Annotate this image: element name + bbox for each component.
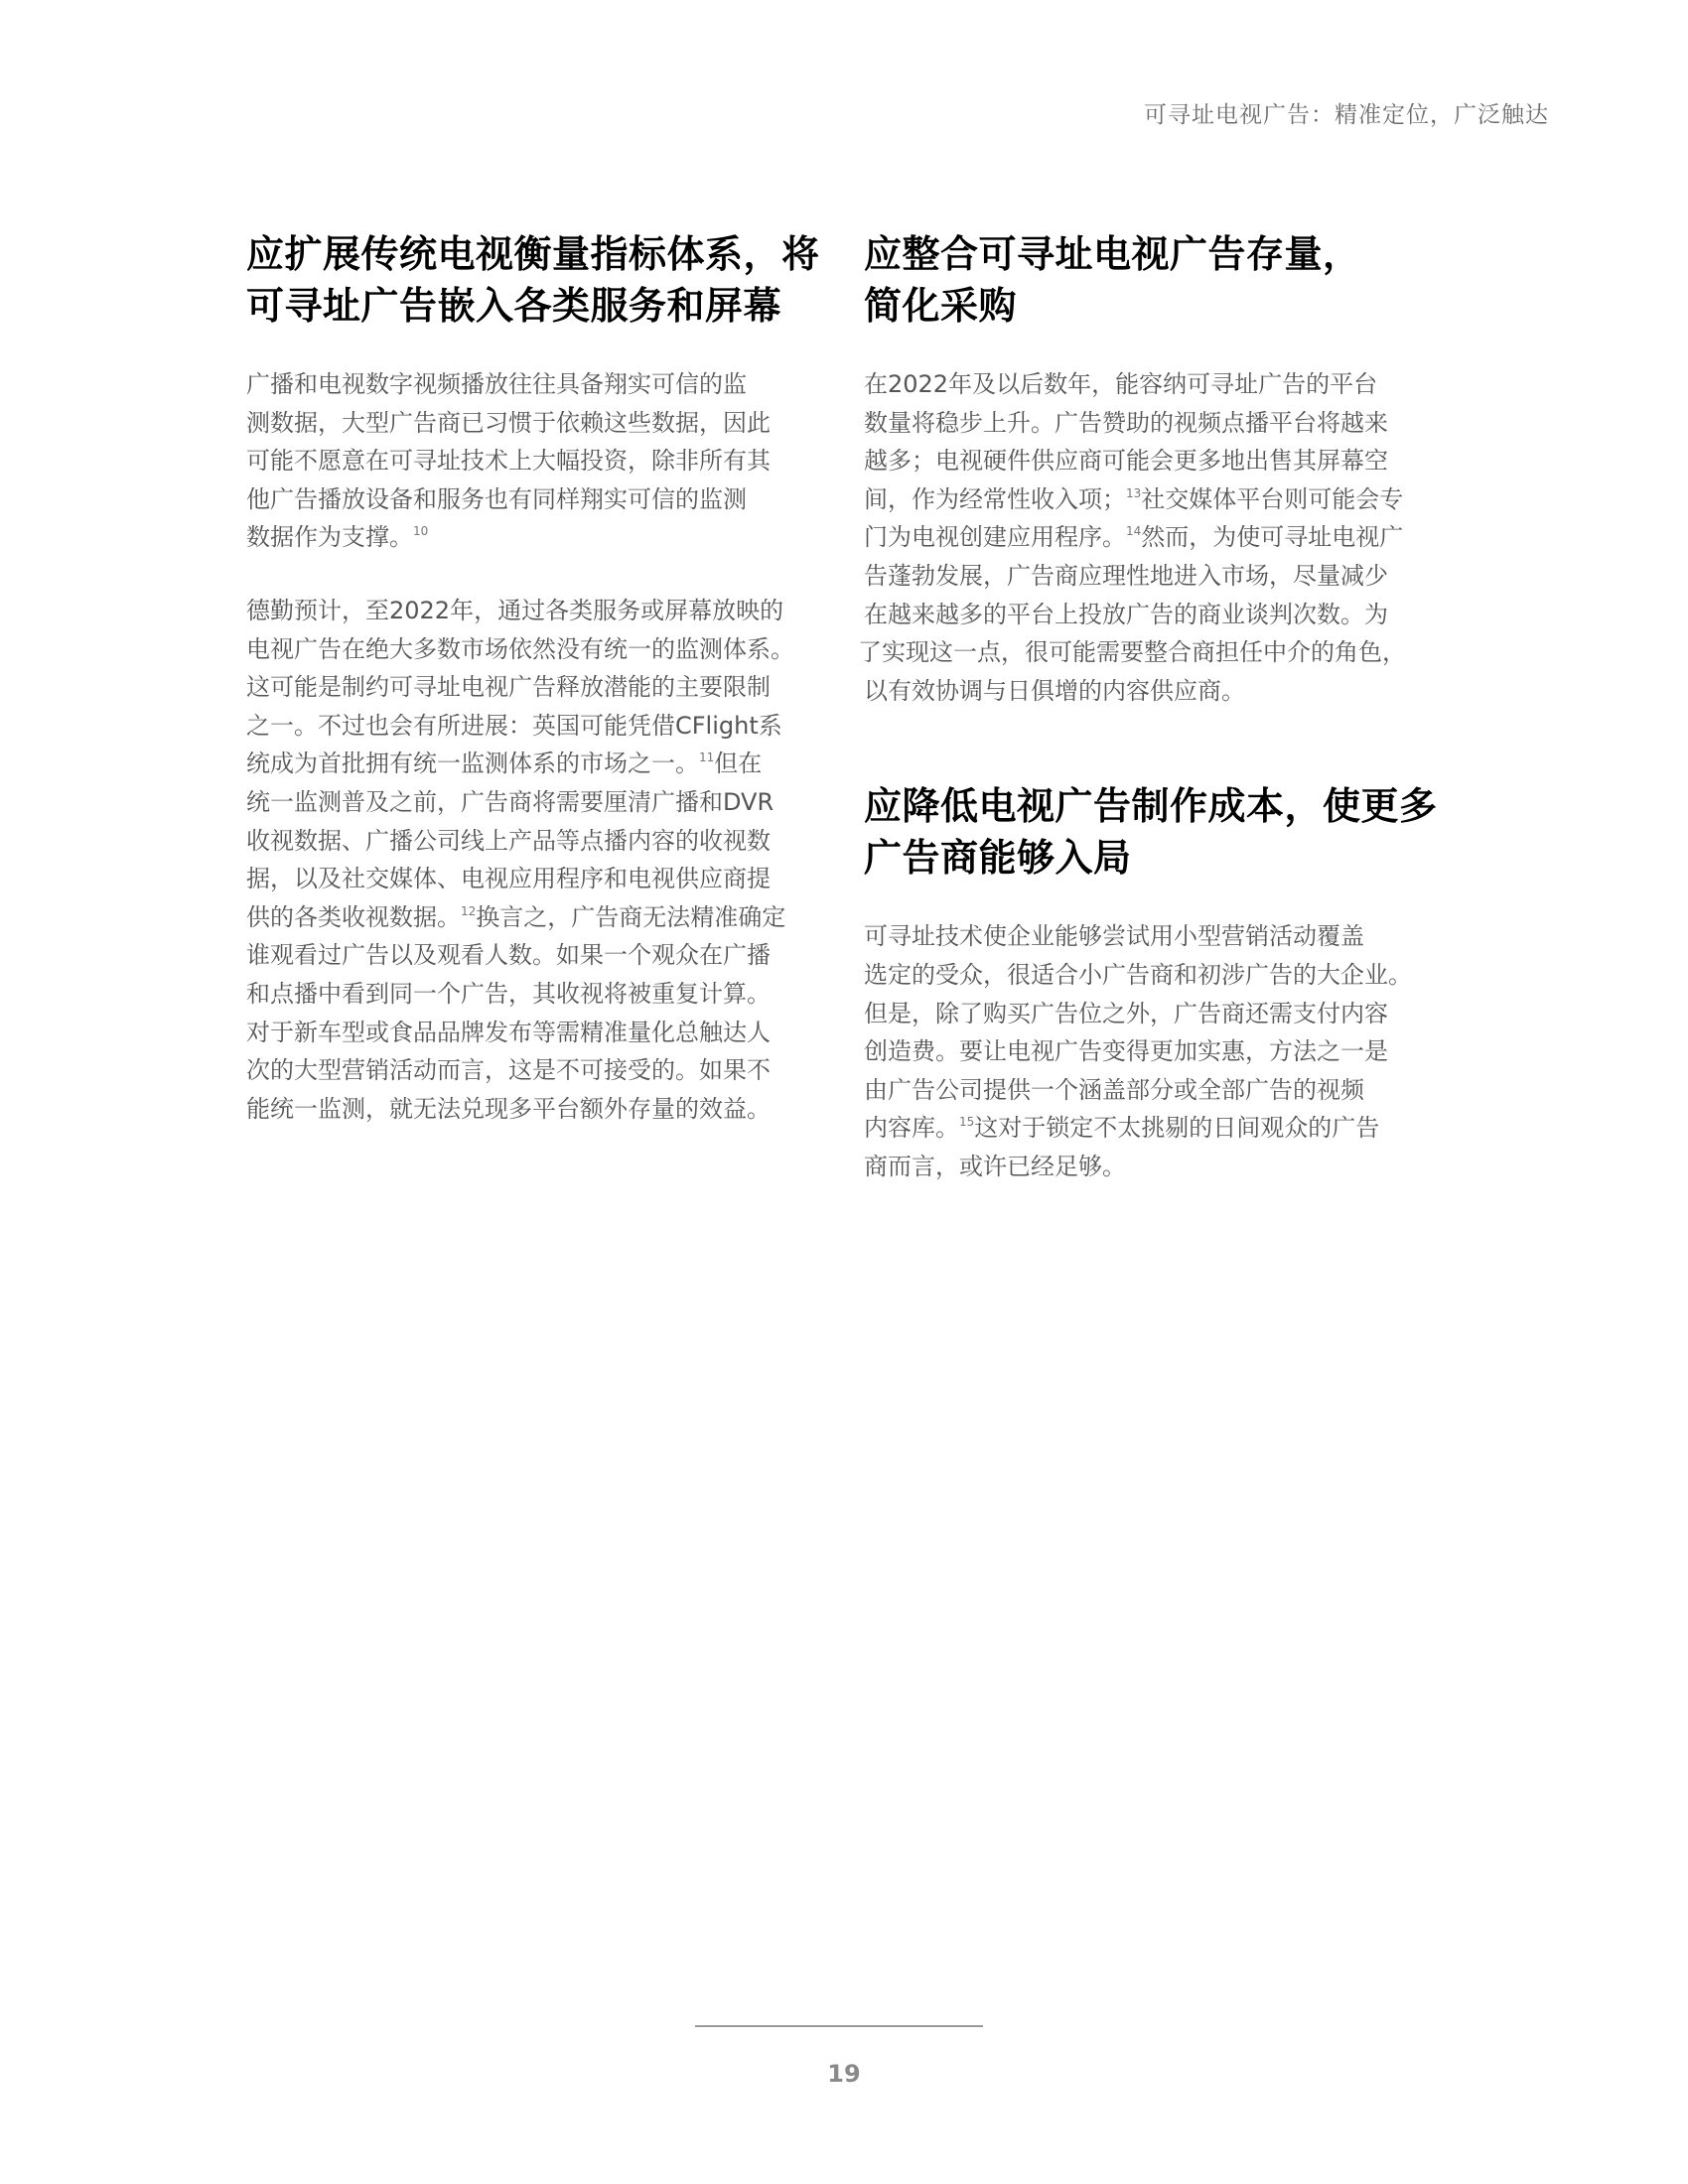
text-line: 可寻址技术使企业能够尝试用小型营销活动覆盖 bbox=[864, 922, 1364, 951]
text-line: 统一监测普及之前，广告商将需要厘清广播和DVR bbox=[246, 787, 774, 816]
section-gap bbox=[864, 745, 1440, 780]
paragraph bbox=[864, 917, 1440, 1185]
text-line: 这可能是制约可寻址电视广告释放潜能的主要限制 bbox=[246, 673, 771, 702]
text-fragment: 供的各类收视数据。 bbox=[246, 902, 461, 931]
text-line: 测数据，大型广告商已习惯于依赖这些数据，因此 bbox=[246, 408, 771, 437]
text-fragment: 然而，为使可寻址电视广 bbox=[1141, 523, 1404, 552]
text-fragment: 间，作为经常性收入项； bbox=[864, 484, 1126, 513]
heading-line: 应扩展传统电视衡量指标体系，将 bbox=[246, 232, 820, 276]
text-line: 他广告播放设备和服务也有同样翔实可信的监测 bbox=[246, 484, 747, 513]
paragraph bbox=[246, 592, 822, 1128]
text-line bbox=[864, 518, 1440, 557]
text-line: 以有效协调与日俱增的内容供应商。 bbox=[864, 676, 1245, 705]
text-fragment: 内容库。 bbox=[864, 1114, 959, 1143]
footer-divider bbox=[695, 2025, 983, 2027]
text-fragment: 换言之，广告商无法精准确定 bbox=[476, 902, 786, 931]
section-heading-production-cost bbox=[864, 780, 1440, 884]
text-line: 和点播中看到同一个广告，其收视将被重复计算。 bbox=[246, 979, 771, 1008]
text-line: 德勤预计，至2022年，通过各类服务或屏幕放映的 bbox=[246, 596, 784, 624]
text-line: 选定的受众，很适合小广告商和初涉广告的大企业。 bbox=[864, 960, 1412, 989]
text-line: 创造费。要让电视广告变得更加实惠，方法之一是 bbox=[864, 1037, 1388, 1066]
footnote-ref: 15 bbox=[959, 1115, 975, 1130]
paragraph bbox=[858, 365, 1440, 710]
text-line: 之一。不过也会有所进展：英国可能凭借CFlight系 bbox=[246, 711, 782, 740]
text-line: 由广告公司提供一个涵盖部分或全部广告的视频 bbox=[864, 1075, 1364, 1104]
text-line: 电视广告在绝大多数市场依然没有统一的监测体系。 bbox=[246, 634, 794, 663]
text-fragment: 门为电视创建应用程序。 bbox=[864, 523, 1126, 552]
text-line: 次的大型营销活动而言，这是不可接受的。如果不 bbox=[246, 1056, 771, 1085]
text-fragment: 这对于锁定不太挑剔的日间观众的广告 bbox=[974, 1114, 1380, 1143]
left-column bbox=[246, 228, 822, 1162]
section-heading-measurement bbox=[246, 228, 822, 332]
footnote-ref: 14 bbox=[1126, 524, 1142, 539]
text-line: 收视数据、广播公司线上产品等点播内容的收视数 bbox=[246, 826, 771, 855]
heading-line: 应降低电视广告制作成本，使更多 bbox=[864, 784, 1438, 829]
paragraph bbox=[246, 365, 822, 557]
text-line bbox=[864, 1109, 1440, 1148]
heading-line: 应整合可寻址电视广告存量， bbox=[864, 232, 1361, 276]
text-line bbox=[246, 898, 822, 937]
text-fragment: 但在 bbox=[714, 750, 763, 778]
text-line bbox=[246, 745, 822, 783]
text-line: 对于新车型或食品品牌发布等需精准量化总触达人 bbox=[246, 1018, 771, 1046]
text-line bbox=[864, 480, 1440, 519]
text-fragment: 统成为首批拥有统一监测体系的市场之一。 bbox=[246, 750, 699, 778]
section-heading-inventory bbox=[864, 228, 1440, 332]
running-header: 可寻址电视广告：精准定位，广泛触达 bbox=[1144, 102, 1549, 128]
footnote-ref: 12 bbox=[461, 903, 477, 918]
text-line: 但是，除了购买广告位之外，广告商还需支付内容 bbox=[864, 999, 1388, 1027]
heading-line: 简化采购 bbox=[864, 284, 1018, 328]
text-line: 告蓬勃发展，广告商应理性地进入市场，尽量减少 bbox=[864, 561, 1388, 590]
footnote-ref: 13 bbox=[1126, 485, 1142, 500]
text-fragment: 社交媒体平台则可能会专 bbox=[1141, 484, 1404, 513]
text-line: 在越来越多的平台上投放广告的商业谈判次数。为 bbox=[864, 600, 1388, 628]
text-line: 商而言，或许已经足够。 bbox=[864, 1152, 1126, 1180]
page-number: 19 bbox=[827, 2060, 861, 2088]
heading-line: 可寻址广告嵌入各类服务和屏幕 bbox=[246, 284, 782, 328]
text-line: 可能不愿意在可寻址技术上大幅投资，除非所有其 bbox=[246, 447, 771, 476]
right-column bbox=[858, 228, 1440, 1221]
heading-line: 广告商能够入局 bbox=[864, 836, 1132, 881]
text-fragment: 数据作为支撑。 bbox=[246, 523, 413, 552]
text-line: 谁观看过广告以及观看人数。如果一个观众在广播 bbox=[246, 941, 771, 970]
text-line: 广播和电视数字视频播放往往具备翔实可信的监 bbox=[246, 370, 747, 398]
text-line: 在2022年及以后数年，能容纳可寻址广告的平台 bbox=[864, 370, 1378, 398]
text-line: 能统一监测，就无法兑现多平台额外存量的效益。 bbox=[246, 1094, 771, 1123]
text-line: 了实现这一点，很可能需要整合商担任中介的角色， bbox=[858, 638, 1406, 667]
text-line: 越多；电视硬件供应商可能会更多地出售其屏幕空 bbox=[864, 447, 1388, 476]
text-line: 数量将稳步上升。广告赞助的视频点播平台将越来 bbox=[864, 408, 1388, 437]
footnote-ref: 11 bbox=[699, 751, 715, 765]
footnote-ref: 10 bbox=[413, 524, 429, 539]
text-line: 据，以及社交媒体、电视应用程序和电视供应商提 bbox=[246, 865, 771, 893]
text-line bbox=[246, 518, 822, 557]
